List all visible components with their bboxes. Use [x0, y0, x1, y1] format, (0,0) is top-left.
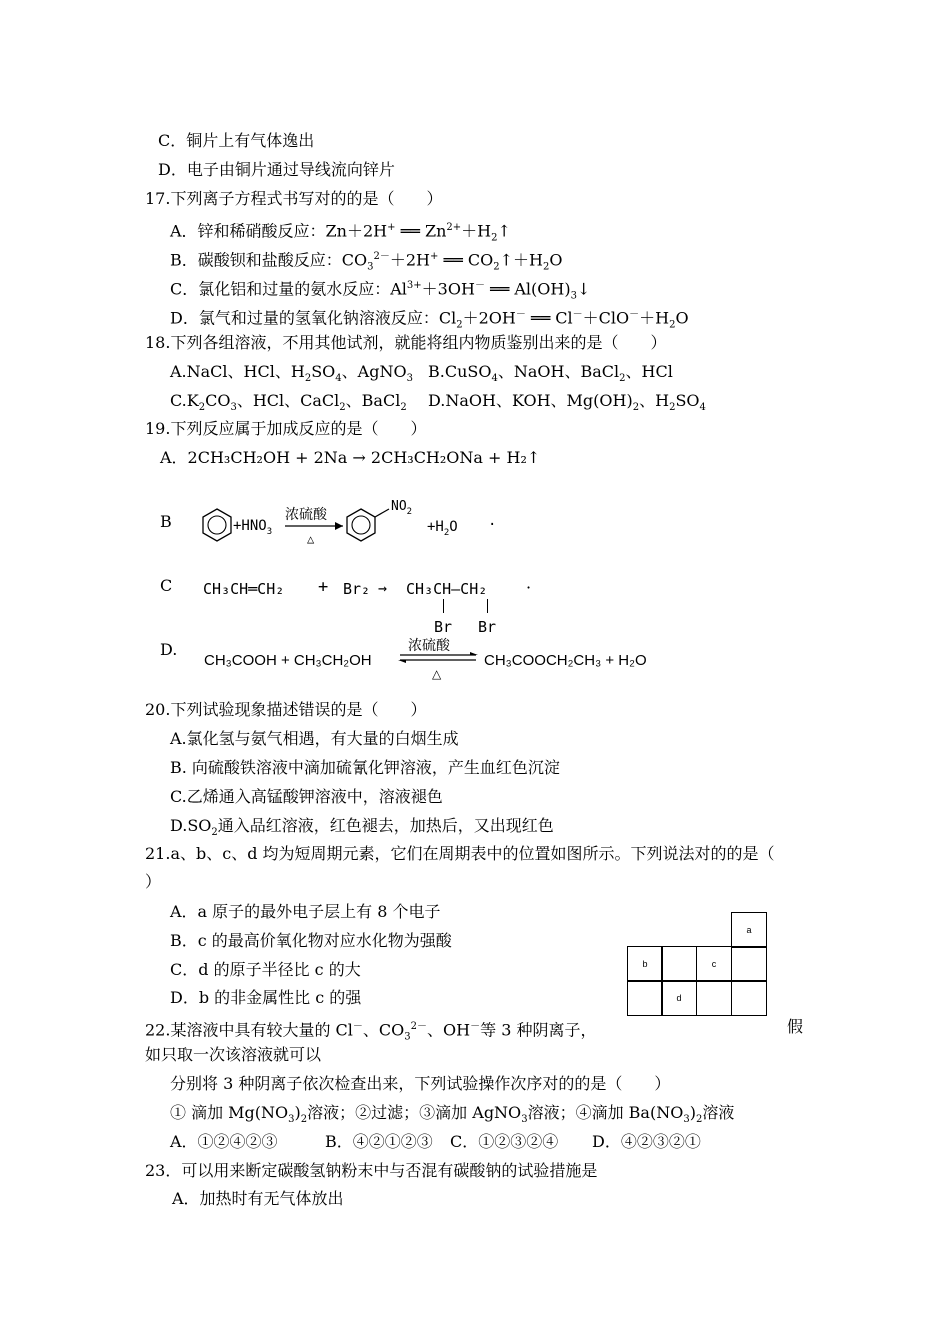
- q17-option-c: C．氯化铝和过量的氨水反应：$Al^{3+}+3OH^-$ ══ $Al(OH)_3↓$: [170, 279, 591, 302]
- q19-option-a: A．2CH₃CH₂OH + 2Na → 2CH₃CH₂ONa + H₂↑: [160, 448, 541, 467]
- condition-h2so4: 浓硫酸: [285, 507, 327, 523]
- cell-c: c: [696, 946, 732, 982]
- cell-a: a: [731, 912, 767, 948]
- q23-stem: 23．可以用来断定碳酸氢钠粉末中与否混有碳酸钠的试验措施是: [145, 1161, 598, 1180]
- cell-empty-5: [731, 980, 767, 1016]
- c-arrow: →: [378, 579, 388, 597]
- cell-empty-2: [731, 946, 767, 982]
- benzene-ring-reactant: [203, 509, 231, 541]
- cell-b: b: [627, 946, 663, 982]
- q22-option-c: C．①②③②④: [450, 1132, 559, 1151]
- q20-option-d: $D.SO_2$通入品红溶液，红色褪去，加热后，又出现红色: [170, 816, 554, 839]
- q17-option-b: B．碳酸钡和盐酸反应：$CO_3^{2-}+2H^+$ ══ $CO_2↑+H_2O$: [170, 250, 563, 273]
- no2-group: $NO_2$: [391, 499, 413, 517]
- c-br-b: Br: [478, 618, 497, 636]
- d-left: CH₃COOH + CH₃CH₂OH: [204, 652, 372, 669]
- reverse-arrow-head: [398, 660, 406, 663]
- q18-option-d: D.NaOH、KOH、$Mg(OH)_2$、$H_2SO_4$: [428, 391, 706, 414]
- q21-option-b: B．c 的最高价氧化物对应水化物为强酸: [170, 931, 452, 950]
- q21-stem: 21.a、b、c、d 均为短周期元素，它们在周期表中的位置如图所示。下列说法对的的是（: [145, 844, 775, 863]
- cell-empty-4: [696, 980, 732, 1016]
- arrow-head: [335, 522, 343, 530]
- q19-option-b-label: B: [160, 512, 172, 531]
- c-product: CH₃CH—CH₂: [406, 580, 488, 598]
- c-bond-right: [487, 599, 488, 613]
- q17-option-a: A．锌和稀硝酸反应：Zn＋2H+ ══ $Zn^{2+}+H_2↑$: [170, 221, 511, 244]
- c-dot: ·: [526, 578, 532, 597]
- forward-arrow-head: [470, 652, 478, 655]
- cell-empty-1: [661, 946, 697, 982]
- q21-option-c: C．d 的原子半径比 c 的大: [170, 960, 361, 979]
- q19-option-b-equation: [195, 495, 505, 555]
- d-condition: 浓硫酸: [408, 638, 450, 654]
- hno3: $+HNO_3$: [233, 518, 273, 537]
- d-right: CH₃COOCH₂CH₃ + H₂O: [484, 652, 647, 669]
- c-br-a: Br: [434, 618, 453, 636]
- q22-stem-right: 假: [787, 1017, 804, 1036]
- q22-option-d: D．④②③②①: [592, 1132, 701, 1151]
- c-br2: Br₂: [343, 580, 371, 598]
- q22-stem-2: 如只取一次该溶液就可以: [145, 1045, 322, 1064]
- benzene-ring-product-circle: [352, 516, 370, 534]
- q16-option-d: D．电子由铜片通过导线流向锌片: [158, 160, 395, 179]
- q21-option-a: A．a 原子的最外电子层上有 8 个电子: [170, 902, 441, 921]
- benzene-ring-product: [347, 509, 375, 541]
- q23-option-a: A．加热时有无气体放出: [172, 1189, 344, 1208]
- q21-option-d: D．b 的非金属性比 c 的强: [170, 988, 362, 1007]
- cell-d: d: [661, 980, 697, 1016]
- q22-stem: 22.某溶液中具有较大量的 Cl－、$CO_3^{2-}$、OH－等 3 种阴离子，: [145, 1020, 597, 1043]
- q22-stem-3: 分别将 3 种阴离子依次检查出来，下列试验操作次序对的的是（ ）: [170, 1074, 671, 1093]
- d-heat: △: [432, 667, 442, 681]
- q18-option-b: B.CuSO$_4$、NaOH、BaCl$_2$、HCl: [428, 362, 673, 385]
- q18-stem: 18.下列各组溶液，不用其他试剂，就能将组内物质鉴别出来的是（ ）: [145, 333, 667, 352]
- q19-stem: 19.下列反应属于加成反应的是（ ）: [145, 419, 427, 438]
- q22-option-b: B．④②①②③: [325, 1132, 433, 1151]
- heat-symbol: △: [307, 532, 315, 546]
- q17-option-d: D．氯气和过量的氢氧化钠溶液反应：$Cl_2+2OH^-$ ══ $Cl^-+ClO^-+H_2O$: [170, 308, 689, 331]
- q19-option-c-label: C: [160, 576, 173, 595]
- q22-operations: ① 滴加 $Mg(NO_3)_2$溶液；②过滤；③滴加 AgNO$_3$溶液；④滴加 $Ba(NO_3)_2$溶液: [170, 1103, 735, 1126]
- q20-option-a: A.氯化氢与氨气相遇，有大量的白烟生成: [170, 729, 459, 748]
- water: $+H_2O$: [427, 519, 458, 538]
- q18-option-a: A.NaCl、HCl、$H_2SO_4$、AgNO$_3$: [170, 362, 413, 385]
- no2-bond: [375, 509, 389, 517]
- q20-option-c: C.乙烯通入高锰酸钾溶液中，溶液褪色: [170, 787, 443, 806]
- q17-stem: 17.下列离子方程式书写对的的是（ ）: [145, 189, 443, 208]
- q19-option-d-label: D.: [160, 640, 178, 659]
- q20-stem: 20.下列试验现象描述错误的是（ ）: [145, 700, 427, 719]
- c-bond-left: [443, 599, 444, 613]
- q18-option-c: $C.K_2CO_3$、HCl、CaCl$_2$、BaCl$_2$: [170, 391, 407, 414]
- cell-empty-3: [627, 980, 663, 1016]
- q22-option-a: A．①②④②③: [170, 1132, 278, 1151]
- c-reactant: CH₃CH═CH₂: [203, 580, 285, 598]
- c-plus: +: [318, 577, 329, 597]
- q16-option-c: C．铜片上有气体逸出: [158, 131, 315, 150]
- d-reversible-arrow: [398, 652, 480, 664]
- b-dot: ·: [488, 517, 497, 533]
- q21-stem-close: ）: [145, 872, 162, 891]
- benzene-ring-reactant-circle: [208, 516, 226, 534]
- q20-option-b: B. 向硫酸铁溶液中滴加硫氰化钾溶液，产生血红色沉淀: [170, 758, 560, 777]
